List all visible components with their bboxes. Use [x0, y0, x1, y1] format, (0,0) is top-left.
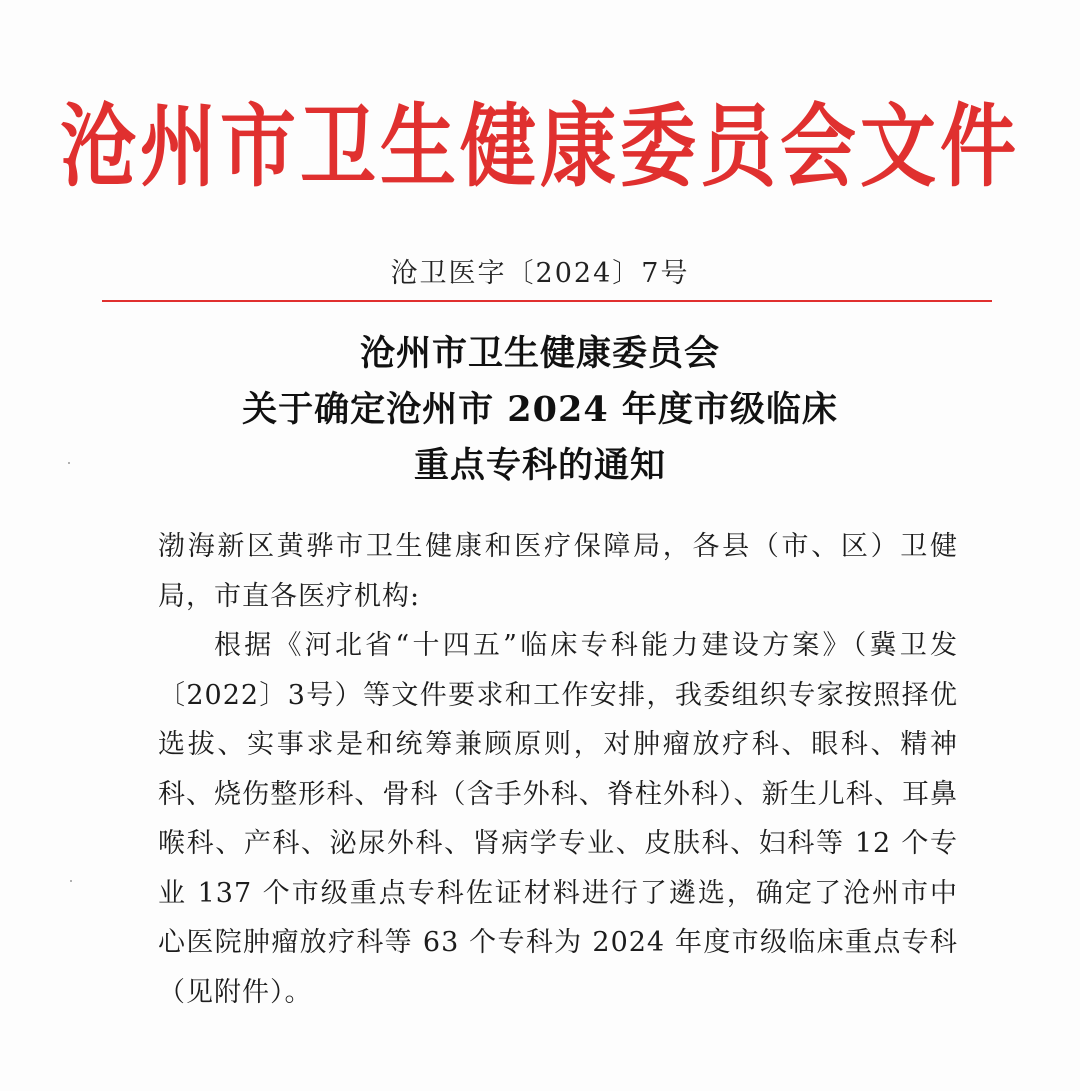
- notice-title-line-3: 重点专科的通知: [413, 445, 666, 486]
- notice-title-line-2: 关于确定沧州市 2024 年度市级临床: [242, 389, 838, 430]
- notice-title-line-1: 沧州市卫生健康委员会: [359, 333, 720, 374]
- body-paragraph: 根据《河北省“十四五”临床专科能力建设方案》（冀卫发〔2022〕3号）等文件要求和工作安排，我委组织专家按照择优选拔、实事求是和统筹兼顾原则，对肿瘤放疗科、眼科、精神科、烧伤整形科、骨科（含手外科、脊柱外科）、新生儿科、耳鼻喉科、产科、泌尿外科、肾病学专业、皮肤科、妇科等 12 个专业 137 个市级重点专科佐证材料进行了遴选，确定了沧州市中心医院肿瘤放疗科等 63 个专科为 2024 年度市级临床重点专科（见附件）。: [158, 630, 958, 1008]
- scan-speck: [70, 880, 72, 882]
- document-body: [158, 522, 958, 1017]
- salutation: 渤海新区黄骅市卫生健康和医疗保障局，各县（市、区）卫健局，市直各医疗机构:: [158, 531, 958, 612]
- notice-title: [0, 326, 1080, 494]
- scan-speck: [68, 462, 70, 464]
- document-number: 沧卫医字〔2024〕7号: [390, 258, 690, 289]
- document-header-title: 沧州市卫生健康委员会文件: [60, 93, 1020, 199]
- red-divider-line: [102, 300, 992, 302]
